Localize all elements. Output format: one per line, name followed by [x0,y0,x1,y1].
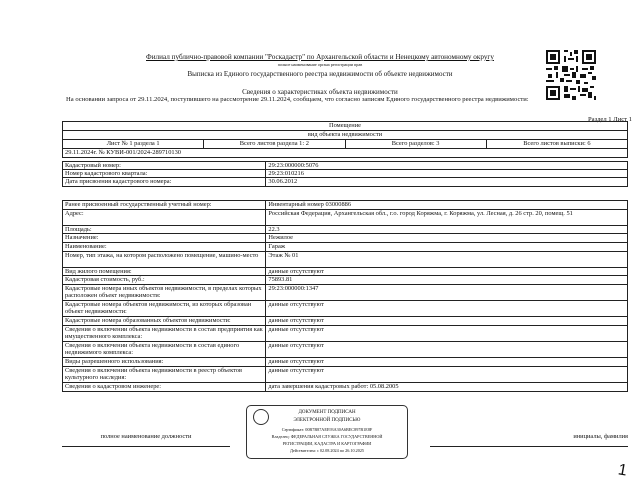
detail-value: 75893.81 [266,276,628,285]
detail-row [63,284,628,300]
cadastral-row [63,178,628,186]
stamp-line-2: ЭЛЕКТРОННОЙ ПОДПИСЬЮ [293,418,361,423]
section-label: Раздел 1 Лист 1 [588,116,632,123]
signature-line-left [62,446,230,447]
detail-label: Ранее присвоенный государственный учетный номер: [63,201,266,210]
detail-row [63,251,628,267]
cadastral-row [63,170,628,178]
electronic-signature-stamp [246,405,408,459]
detail-value: данные отсутствуют [266,325,628,341]
detail-value: Гараж [266,242,628,251]
detail-value: дата завершения кадастровых работ: 05.08.2005 [266,383,628,392]
detail-label: Сведения о кадастровом инженере: [63,383,266,392]
object-type: Помещение [63,122,628,131]
organization-name: Филиал публично-правовой компании "Роскадастр" по Архангельской области и Ненецкому автономному округу [146,53,494,61]
cadastral-table [62,161,628,187]
detail-row [63,242,628,251]
object-type-caption: вид объекта недвижимости [63,131,628,140]
detail-label: Вид жилого помещения: [63,267,266,276]
detail-value: Российская Федерация, Архангельская обл., г.о. город Коряжма, г. Коряжма, ул. Лесная, д. 26 стр. 20, помещ. 51 [266,209,628,225]
detail-row [63,234,628,243]
cadastral-value: 29:23:000000:5076 [266,162,628,170]
detail-value: данные отсутствуют [266,358,628,367]
document-number: 29.11.2024г. № КУВИ-001/2024-289710130 [63,149,628,158]
detail-row [63,383,628,392]
detail-row [63,209,628,225]
detail-label: Виды разрешенного использования: [63,358,266,367]
cadastral-row [63,162,628,170]
detail-label: Кадастровая стоимость, руб.: [63,276,266,285]
stamp-line-4: Владелец: ФЕДЕРАЛЬНАЯ СЛУЖБА ГОСУДАРСТВЕННОЙ [271,434,383,439]
detail-label: Площадь: [63,225,266,234]
detail-label: Сведения о включении объекта недвижимости в состав единого недвижимого комплекса: [63,342,266,358]
page-mark: 1 [616,461,629,480]
extract-title: Выписка из Единого государственного реестра недвижимости об объекте недвижимости [187,70,453,78]
sheet-number: Лист № 1 раздела 1 [63,140,204,149]
cadastral-label: Дата присвоения кадастрового номера: [63,178,266,186]
detail-row [63,366,628,382]
detail-value: Нежилое [266,234,628,243]
detail-label: Кадастровые номера образованных объектов недвижимости: [63,317,266,326]
position-caption: полное наименование должности [100,433,192,440]
detail-value: Этаж № 01 [266,251,628,267]
detail-label: Номер, тип этажа, на котором расположено помещение, машино-место [63,251,266,267]
detail-value: данные отсутствуют [266,366,628,382]
detail-row [63,317,628,326]
detail-value: данные отсутствуют [266,267,628,276]
detail-row [63,267,628,276]
detail-value: данные отсутствуют [266,301,628,317]
summary-table [62,121,628,158]
detail-label: Кадастровые номера объектов недвижимости, из которых образован объект недвижимости: [63,301,266,317]
stamp-line-1: ДОКУМЕНТ ПОДПИСАН [298,410,356,415]
info-title: Сведения о характеристиках объекта недвижимости [242,88,398,96]
detail-value: данные отсутствуют [266,342,628,358]
detail-row [63,342,628,358]
request-text: На основании запроса от 29.11.2024, поступившего на рассмотрение 29.11.2024, сообщаем, что согласно записям Единого государственного реестра недвижимости: [66,96,529,103]
detail-row [63,301,628,317]
detail-row [63,358,628,367]
name-caption: инициалы, фамилия [573,433,628,440]
detail-row [63,325,628,341]
detail-row [63,276,628,285]
details-table [62,200,628,392]
detail-value: данные отсутствуют [266,317,628,326]
detail-value: 22.3 [266,225,628,234]
detail-label: Кадастровые номера иных объектов недвижимости, в пределах которых расположен объект недвижимости: [63,284,266,300]
detail-row [63,201,628,210]
stamp-line-5: РЕГИСТРАЦИИ, КАДАСТРА И КАРТОГРАФИИ [282,441,372,446]
sheets-total: Всего листов выписки: 6 [486,140,627,149]
cadastral-label: Номер кадастрового квартала: [63,170,266,178]
detail-value: 29:23:000000:1347 [266,284,628,300]
cadastral-value: 29:23:010216 [266,170,628,178]
detail-label: Назначение: [63,234,266,243]
cadastral-value: 30.06.2012 [266,178,628,186]
stamp-line-3: Сертификат: 00B7B87AEE93A30A6BEC897B1E8F [281,427,373,432]
detail-label: Сведения о включении объекта недвижимости в состав предприятия как имущественного комплекса: [63,325,266,341]
detail-value: Инвентарный номер 03000886 [266,201,628,210]
sections-total: Всего разделов: 3 [345,140,486,149]
detail-label: Сведения о включении объекта недвижимости в реестр объектов культурного наследия: [63,366,266,382]
detail-label: Адрес: [63,209,266,225]
signature-line-right [430,446,628,447]
sheets-in-section: Всего листов раздела 1: 2 [204,140,345,149]
detail-label: Наименование: [63,242,266,251]
detail-row [63,225,628,234]
cadastral-label: Кадастровый номер: [63,162,266,170]
stamp-line-6: Действителен: с 02.08.2024 по 26.10.2025 [289,448,365,453]
organization-caption: полное наименование органа регистрации прав [277,62,363,67]
